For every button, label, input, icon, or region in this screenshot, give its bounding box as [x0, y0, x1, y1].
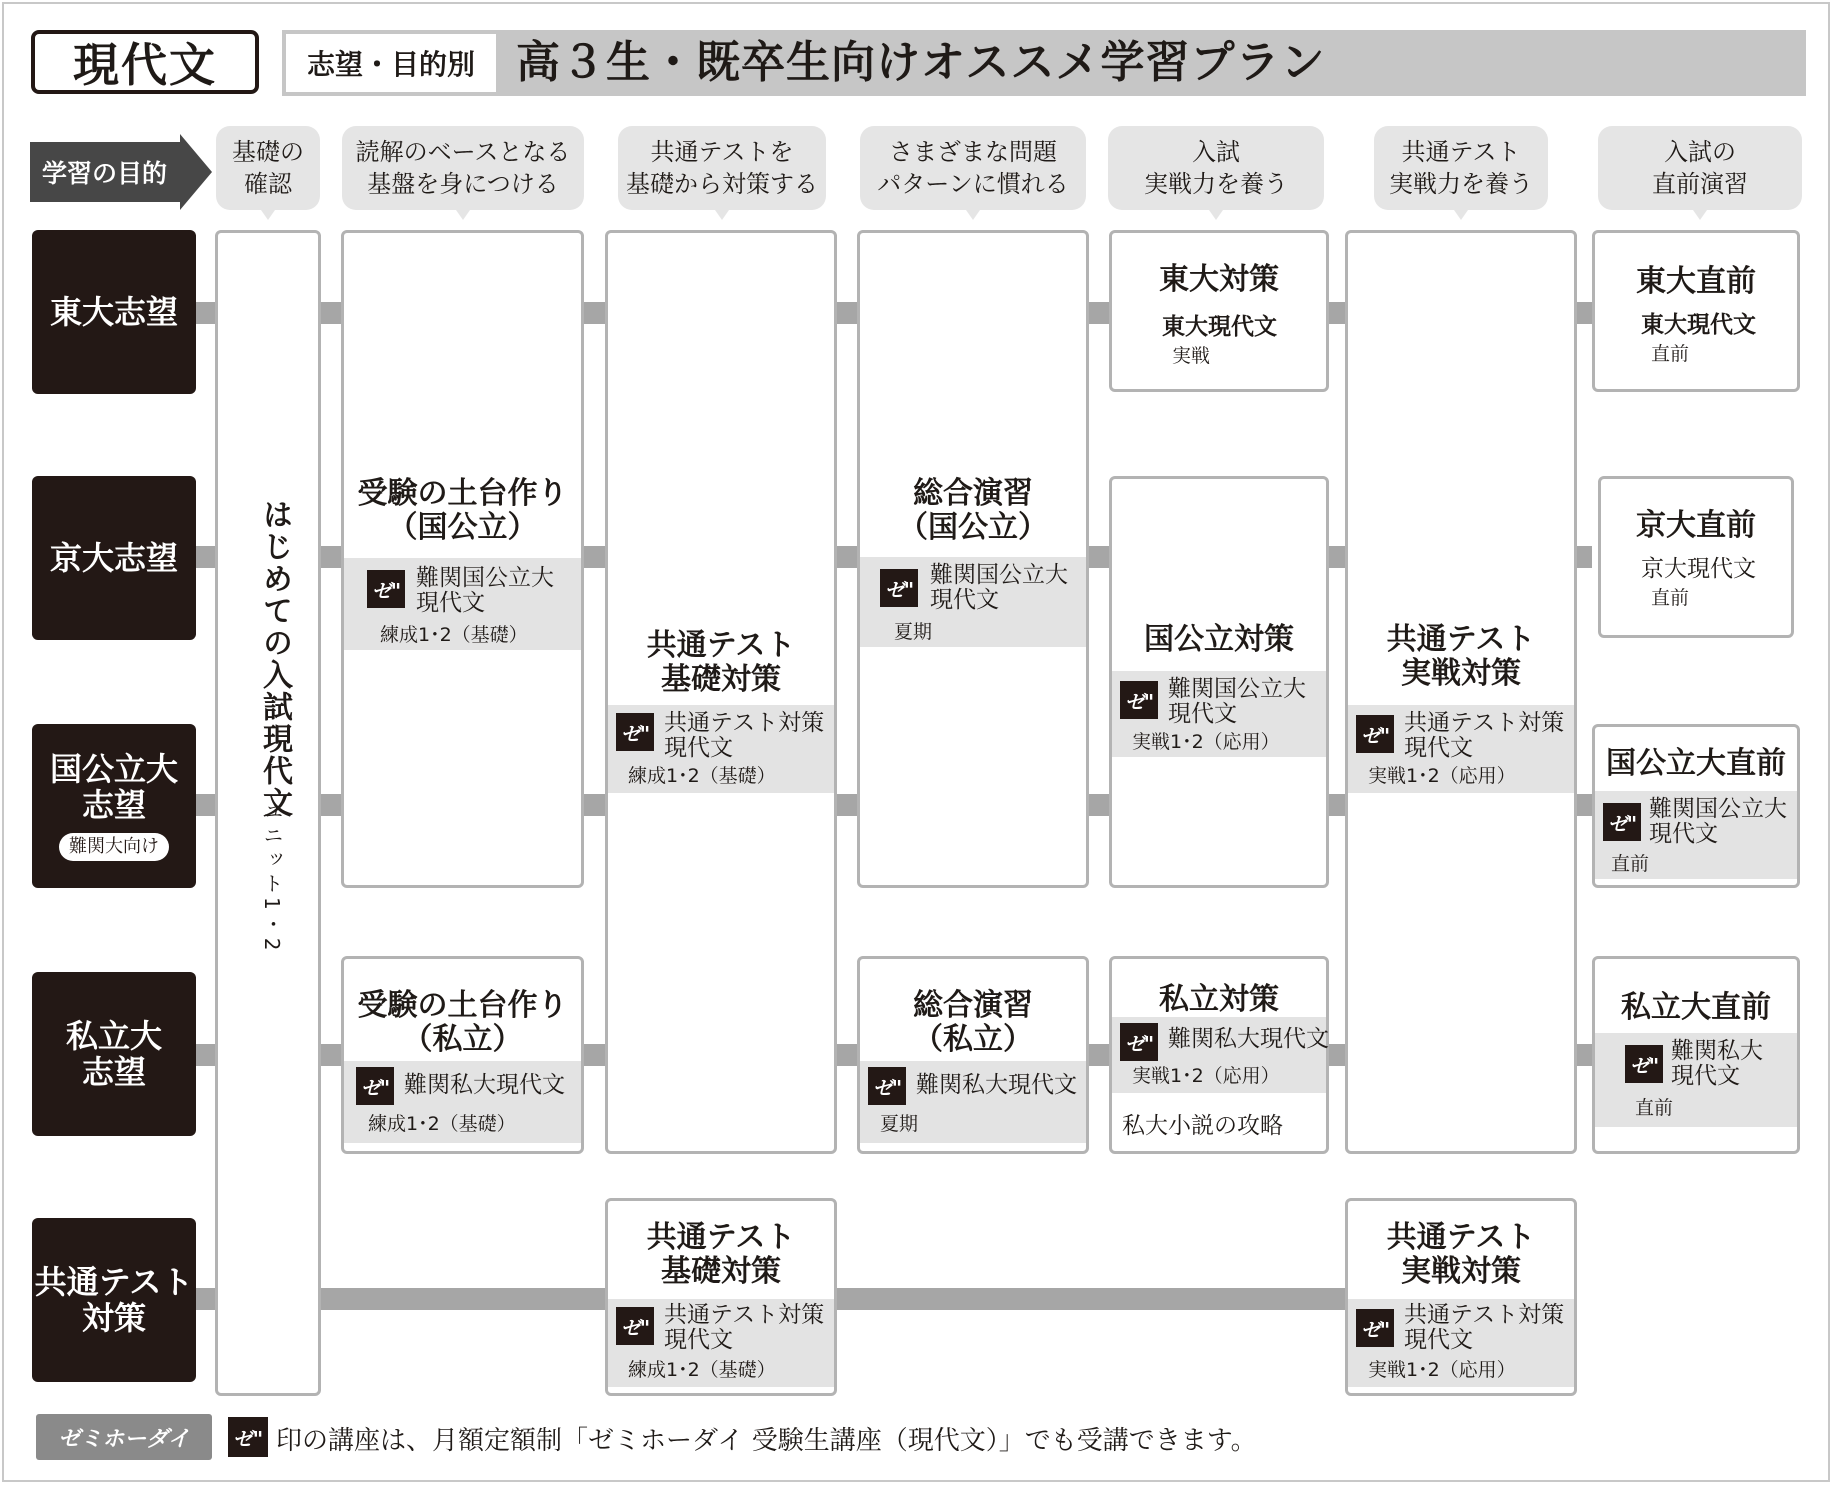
course-name: 東大現代文 [1162, 314, 1277, 340]
course-level: 直前 [1635, 1097, 1674, 1119]
card-foundation-national [341, 230, 584, 888]
zemi-icon: ゼ" [1356, 715, 1394, 753]
course-block [344, 1061, 581, 1143]
goal-basic-check: 基礎の 確認 [216, 126, 320, 210]
card-todai-practice [1109, 230, 1329, 392]
card-common-test-practice-2 [1345, 1198, 1577, 1396]
difficulty-badge: 難関大向け [59, 833, 169, 861]
row-label-national: 国公立大 志望 難関大向け [32, 724, 196, 888]
arrow-right-icon [180, 134, 212, 210]
course-level: 実戦 [1172, 345, 1211, 367]
card-private-practice [1109, 956, 1329, 1154]
course-name: 共通テスト対策 現代文 [664, 710, 825, 761]
title-subtitle: 志望・目的別 [286, 34, 496, 92]
card-general-national [857, 230, 1089, 888]
zemihodai-logo: ゼミホーダイ [36, 1414, 212, 1460]
course-intro-sub: ユニット1・2 [260, 801, 284, 955]
card-title: 共通テスト 実戦対策 [1386, 1220, 1536, 1289]
card-todai-final [1592, 230, 1800, 392]
course-block [608, 1299, 834, 1387]
zemi-icon: ゼ" [1120, 681, 1158, 719]
card-title: 東大直前 [1636, 264, 1756, 299]
course-name: 難関国公立大 現代文 [1649, 796, 1787, 847]
course-block [1112, 671, 1326, 757]
course-level: 練成1･2（基礎） [628, 765, 776, 787]
course-name: 共通テスト対策 現代文 [1404, 710, 1565, 761]
course-level: 練成1･2（基礎） [628, 1359, 776, 1381]
goal-final-exercise: 入試の 直前演習 [1598, 126, 1802, 210]
private-novel-course: 私大小説の攻略 [1122, 1113, 1283, 1139]
card-title: 京大直前 [1636, 508, 1756, 543]
zemi-icon: ゼ" [228, 1417, 268, 1457]
course-block [1348, 705, 1574, 793]
card-common-test-practice [1345, 230, 1577, 1154]
course-block [608, 705, 834, 793]
zemi-icon: ゼ" [367, 570, 405, 608]
course-level: 練成1･2（基礎） [368, 1113, 516, 1135]
card-title: 私立大直前 [1621, 990, 1771, 1025]
course-block [860, 1061, 1086, 1143]
page-title: 高３生・既卒生向けオススメ学習プラン [516, 37, 1326, 88]
course-level: 練成1･2（基礎） [380, 624, 528, 646]
course-intro-title: はじめての入試現代文 [257, 499, 292, 819]
course-name: 共通テスト対策 現代文 [664, 1302, 825, 1353]
card-title: 私立対策 [1159, 982, 1279, 1017]
course-name: 難関私大現代文 [916, 1072, 1077, 1098]
card-kyodai-final [1598, 476, 1794, 638]
row-label-kyodai: 京大志望 [32, 476, 196, 640]
course-level: 実戦1･2（応用） [1132, 1065, 1280, 1087]
course-name: 難関国公立大 現代文 [416, 565, 554, 616]
zemi-icon: ゼ" [616, 713, 654, 751]
card-title: 共通テスト 実戦対策 [1386, 622, 1536, 691]
course-level: 直前 [1611, 853, 1650, 875]
card-title: 国公立対策 [1144, 622, 1294, 657]
purpose-label: 学習の目的 [30, 142, 180, 202]
zemi-icon: ゼ" [868, 1067, 906, 1105]
course-level: 夏期 [880, 1113, 919, 1135]
course-block [344, 558, 581, 650]
course-name: 難関私大現代文 [404, 1072, 565, 1098]
card-title: 総合演習 （国公立） [898, 476, 1048, 545]
row-label-todai: 東大志望 [32, 230, 196, 394]
row-label-common-test: 共通テスト 対策 [32, 1218, 196, 1382]
zemi-icon: ゼ" [880, 569, 918, 607]
course-name: 難関国公立大 現代文 [1168, 676, 1306, 727]
zemi-icon: ゼ" [1120, 1023, 1158, 1061]
course-name: 難関私大 現代文 [1671, 1038, 1763, 1089]
card-national-practice [1109, 476, 1329, 888]
card-title: 東大対策 [1159, 262, 1279, 297]
footer-note: 印の講座は、月額定額制「ゼミホーダイ 受験生講座（現代文）」でも受講できます。 [276, 1426, 1257, 1456]
course-level: 実戦1･2（応用） [1132, 731, 1280, 753]
course-name: 京大現代文 [1641, 556, 1756, 582]
course-level: 直前 [1651, 587, 1690, 609]
goal-reading-base: 読解のベースとなる 基盤を身につける [342, 126, 584, 210]
card-title: 共通テスト 基礎対策 [646, 628, 796, 697]
card-title: 受験の土台作り （国公立） [357, 476, 568, 545]
goal-common-test-practice: 共通テスト 実戦力を養う [1374, 126, 1548, 210]
card-common-test-basic-2 [605, 1198, 837, 1396]
card-title: 総合演習 （私立） [913, 988, 1033, 1057]
course-block [1112, 1017, 1329, 1093]
card-general-private [857, 956, 1089, 1154]
course-block [1595, 1033, 1797, 1127]
card-title: 受験の土台作り （私立） [357, 988, 568, 1057]
card-title: 共通テスト 基礎対策 [646, 1220, 796, 1289]
goal-problem-patterns: さまざまな問題 パターンに慣れる [860, 126, 1086, 210]
course-name: 東大現代文 [1641, 312, 1756, 338]
course-name: 難関国公立大 現代文 [930, 562, 1068, 613]
course-level: 実戦1･2（応用） [1368, 1359, 1516, 1381]
zemi-icon: ゼ" [1356, 1309, 1394, 1347]
course-level: 直前 [1651, 343, 1690, 365]
course-name: 共通テスト対策 現代文 [1404, 1302, 1565, 1353]
zemi-icon: ゼ" [1625, 1045, 1663, 1083]
course-block [1348, 1299, 1574, 1387]
subject-title: 現代文 [31, 30, 259, 94]
goal-exam-practice: 入試 実戦力を養う [1108, 126, 1324, 210]
zemi-icon: ゼ" [1603, 803, 1641, 841]
zemi-icon: ゼ" [356, 1067, 394, 1105]
card-common-test-basic [605, 230, 837, 1154]
course-name: 難関私大現代文 [1168, 1026, 1329, 1052]
card-private-final [1592, 956, 1800, 1154]
course-intro-box [215, 230, 321, 1396]
course-block [860, 557, 1086, 647]
card-foundation-private [341, 956, 584, 1154]
course-level: 夏期 [894, 621, 933, 643]
card-title: 国公立大直前 [1606, 746, 1786, 781]
course-level: 実戦1･2（応用） [1368, 765, 1516, 787]
course-block [1595, 791, 1797, 879]
goal-common-test-basic: 共通テストを 基礎から対策する [618, 126, 826, 210]
zemi-icon: ゼ" [616, 1307, 654, 1345]
row-label-private: 私立大 志望 [32, 972, 196, 1136]
card-national-final [1592, 724, 1800, 888]
